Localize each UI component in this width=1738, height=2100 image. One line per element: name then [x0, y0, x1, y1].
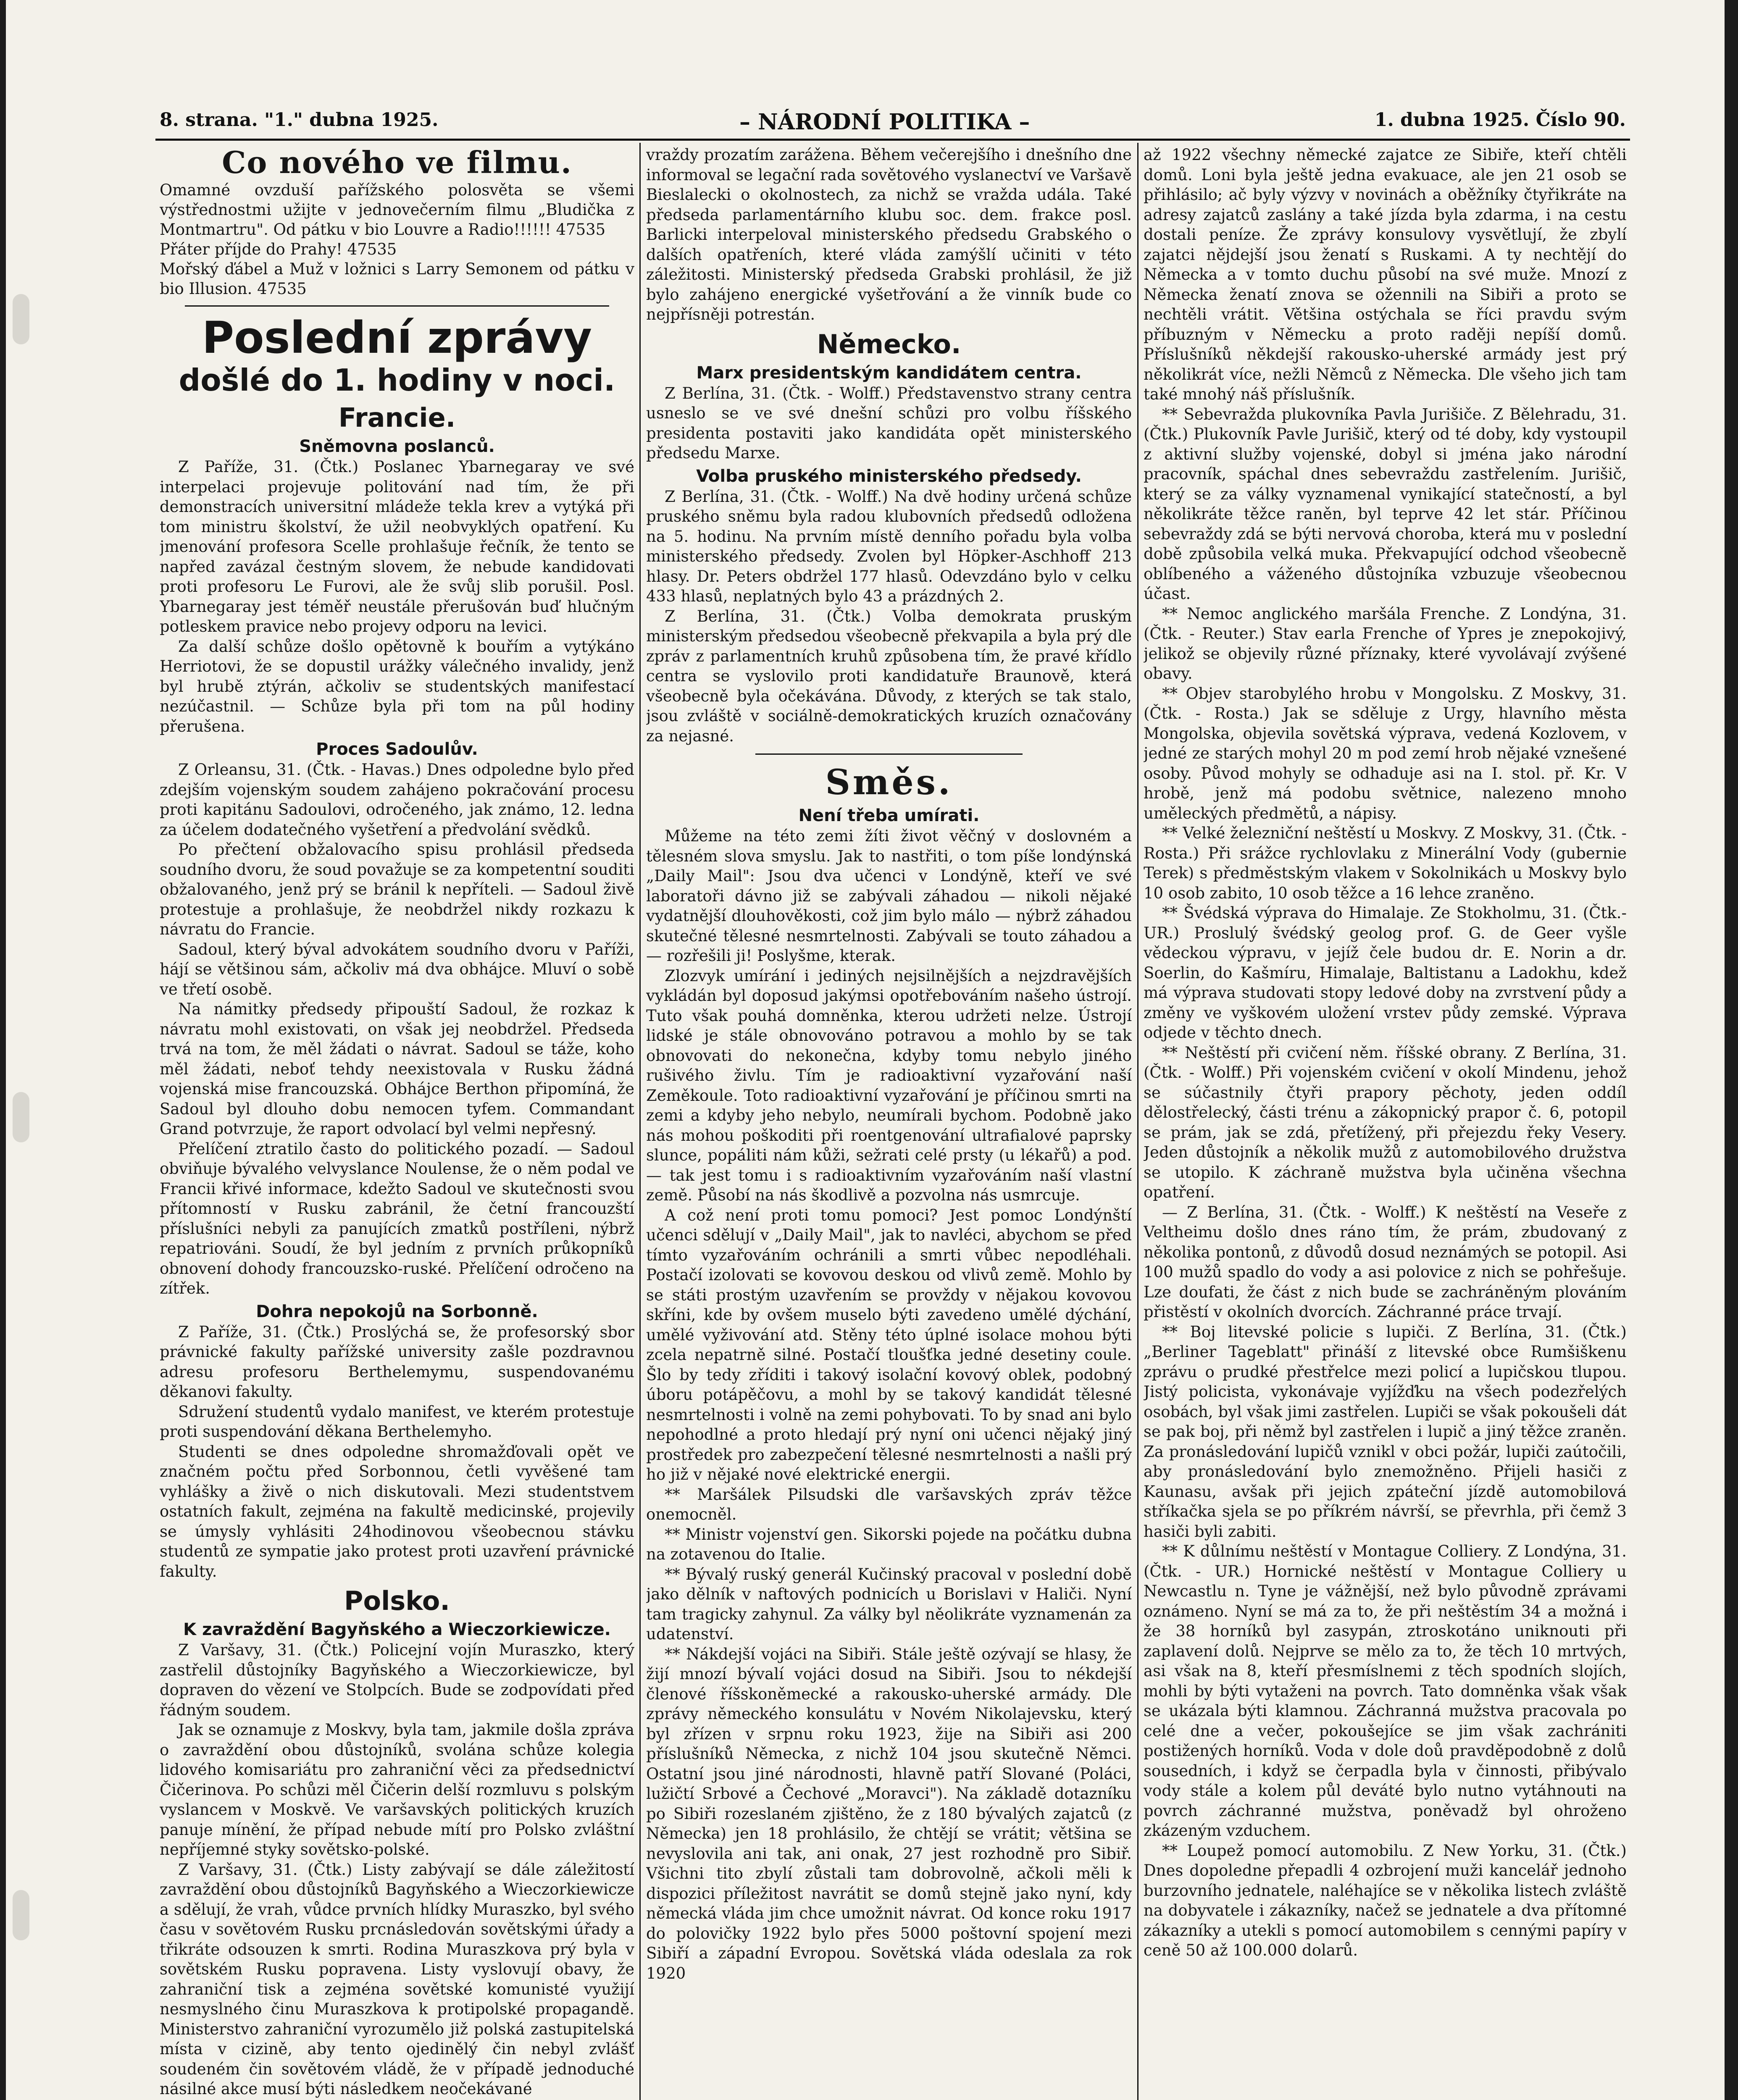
news-item: ** Nákdejší vojáci na Sibiři. Stále ještě ozývají se hlasy, že žijí mnozí bývalí vojáci dosud na Sibiři. Jsou to nékdejší členové říšskoněmecké a rakousko-uherské armády. Dle zprávy německého konsulátu v Novém Nikolajevsku, který byl zřízen v srpnu roku 1923, žije na Sibiři asi 200 příslušníků Německa, z nichž 104 jsou skutečně Němci. Ostatní jsou jiné národnosti, hlavně patří Slované (Poláci, lužičtí Srbové a Čechové „Moravci"). Na základě dotazníku po Sibiři rozeslaném zjištěno, že z 180 bývalých zajatců (z Německa) jen 18 prohlásilo, že chtějí se vrátit; většina se nevyslovila ani tak, ani onak, 27 jest rozhodně pro Sibiř. Všichni tito zbylí zůstali tam dobrovolně, ačkoli měli k dispozici příležitost navrátit se domů stejně jako nyní, kdy německá vláda jim chce umožnit návrat. Od konce roku 1917 do polovičky 1922 bylo přes 5000 poštovní spojení mezi Sibiří a západní Evropou. Sovětská vláda odeslala za rok 1920 [646, 1645, 1132, 1982]
section-title-smes: Směs. [825, 762, 953, 803]
article-paragraph: A což není proti tomu pomoci? Jest pomoc Londýnští učenci sdělují v „Daily Mail", jak to navléci, abychom se před tímto vyzařováním ochránili a smrti vůbec nepodléhali. Postačí izolovati se kovovou deskou od vlivů země. Mohlo by se státi prostým uzavřením se provždy v nějakou kovovou skříni, kde by ovšem muselo býti zavedeno umělé dýchání, umělé vyživování atd. Stěny této úplné isolace mohou býti zcela nepatrně silné. Postačí tloušťka jedné desetiny coule. Šlo by tedy zříditi i takový isolační kovový oblek, podobný úboru potápěčovu, a mohl by se takový kandidát tělesné nesmrtelnosti i volně na zemi pohybovati. To by snad ani bylo nepohodlné a proto hledají prý nyní oni učenci nějaký jiný prostředek pro zabezpečení tělesné nesmrtelnosti a našli prý ho již v nějaké nové elektrické energii. [646, 1206, 1132, 1483]
last-news-subtitle: došlé do 1. hodiny v noci. [179, 362, 615, 398]
article-paragraph: Z Varšavy, 31. (Čtk.) Policejní vojín Muraszko, který zastřelil důstojníky Bagyňského a Wieczorkiewicze, byl dopraven do vězení ve Stolpcích. Bude se zodpovídati před řádným soudem. [160, 1641, 634, 1719]
section-title-francie: Francie. [338, 402, 456, 433]
news-item: ** Nemoc anglického maršála Frenche. Z Londýna, 31. (Čtk. - Reuter.) Stav earla Frenche of Ypres je znepokojivý, jelikož se objevily různé příznaky, které vyvolávají zvýšené obavy. [1144, 604, 1627, 682]
article-title: K zavraždění Bagyňského a Wieczorkiewicze. [183, 1620, 611, 1639]
section-rule [185, 305, 609, 307]
binding-hole [13, 1890, 29, 1940]
page-header [160, 105, 1626, 139]
column-3 [1144, 145, 1627, 2100]
article-paragraph: Sdružení studentů vydalo manifest, ve kterém protestuje proti suspendování děkana Berthelemyho. [160, 1402, 634, 1441]
article-title: Marx presidentským kandidátem centra. [696, 363, 1082, 383]
article-paragraph: vraždy prozatím zarážena. Během večerejšího i dnešního dne informoval se legační rada sovětového vyslanectví ve Varšavě Bieslalecki o okolnostech, za nichž se vražda udála. Také předseda parlamentárního klubu soc. dem. frakce posl. Barlicki interpeloval ministerského předsedu Grabského o dalších opatřeních, které vláda zamýšlí učiniti v této záležitosti. Ministerský předseda Grabski prohlásil, že již bylo zahájeno energické vyšetřování a že vinník bude co nejpřísněji potrestán. [646, 146, 1132, 323]
column-divider [1137, 143, 1139, 2100]
news-item: ** K důlnímu neštěstí v Montague Colliery. Z Londýna, 31. (Čtk. - UR.) Hornické neštěstí v Montague Colliery u Newcastlu n. Tyne je vážnější, než bylo původně zprávami oznámeno. Nyní se má za to, že při neštěstím 34 a možná i že 38 horníků byl zasypán, ztroskotáno uniknouti při zaplavení dolů. Nejprve se mělo za to, že těch 10 mrtvých, asi však na 8, kteří přesmíslnemi z těch spodních slojích, mohli by býti vytaženi na povrch. Tato domněnka však však se ukázala býti klamnou. Záchranná mužstva pracovala po celé dne a večer, pokoušejíce se jim však zachrániti postižených horníků. Voda v dole doů pravděpodobně z dolů sousedních, i když se čerpadla byla v činnosti, přibývalo vody stále a kolem půl deváté bylo nutno vytáhnouti na povrch záchranné mužstva, poněvadž byl ohroženo zkázeným vzduchem. [1144, 1542, 1627, 1840]
last-news-title: Poslední zprávy [202, 312, 592, 363]
article-title: Sněmovna poslanců. [299, 437, 495, 456]
film-item: Přáter příjde do Prahy! 47535 [160, 240, 397, 258]
section-rule [755, 753, 1023, 755]
header-page-info: 8. strana. "1." dubna 1925. [160, 109, 439, 131]
film-title: Co nového ve filmu. [222, 145, 572, 180]
news-item: ** Maršálek Pilsudski dle varšavských zpráv těžce onemocněl. [646, 1485, 1132, 1523]
news-item: ** Sebevražda plukovníka Pavla Jurišiče. Z Bělehradu, 31. (Čtk.) Plukovník Pavle Jurišič, který od té doby, kdy vystoupil z aktivní služby vojenské, dobyl si jména jako národní pracovník, spáchal dnes sebevraždu zastřelením. Jurišič, který se za války vyznamenal vynikající statečností, a byl několikráte těžce raněn, byl teprve 42 let stár. Příčinou sebevraždy zdá se býti nervová choroba, která mu v poslední době způsobila velká muka. Překvapující odchod všeobecně oblíbeného a váženého důstojníka vzbuzuje všeobecnou účast. [1144, 405, 1627, 603]
article-paragraph: Jak se oznamuje z Moskvy, byla tam, jakmile došla zpráva o zavraždění obou důstojníků, svolána schůze kolegia lidového komisariátu pro zahraniční věci za předsednictví Čičerinova. Po schůzi měl Čičerin delší rozmluvu s polským vyslancem v Moskvě. Ve varšavských politických kruzích panuje mínění, že případ nebude mítí pro Polsko zvláštní nepříjemné styky sovětsko-polské. [160, 1721, 634, 1858]
film-item: Omamné ovzduší pařížského polosvěta se všemi výstřednostmi užijte v jednovečerním filmu „Bludička z Montmartru". Od pátku v bio Louvre a Radio!!!!!! 47535 [160, 181, 634, 239]
news-item: ** Objev starobylého hrobu v Mongolsku. Z Moskvy, 31. (Čtk. - Rosta.) Jak se sděluje z Urgy, hlavního města Mongolska, objevila sovětská výprava, vedená Kozlovem, v jedné ze starých mohyl 20 m pod zemí hrob nějaké vznešené osoby. Původ mohyly se odhaduje asi na I. stol. př. Kr. V hrobě, jenž má podobu světnice, nalezeno mnoho uměleckých předmětů, a nápisy. [1144, 684, 1627, 822]
binding-hole [13, 1092, 29, 1142]
article-paragraph: Na námitky předsedy připouští Sadoul, že rozkaz k návratu mohl existovati, on však jej neobdržel. Předseda trvá na tom, že měl žádati o návrat. Sadoul se táže, koho měl žádati, neboť tehdy neexistovala v Rusku žádná vojenská mise francouzská. Obhájce Berthon připomíná, že Sadoul byl dlouho dobu nemocen tyfem. Commandant Grand potvrzuje, že raport odvolací byl velmi nepřesný. [160, 1000, 634, 1138]
right-scan-edge [1725, 0, 1738, 2100]
news-item: ** Švédská výprava do Himalaje. Ze Stokholmu, 31. (Čtk.-UR.) Proslulý švédský geolog prof. G. de Geer vyšle vědeckou výpravu, v jejíž čele budou dr. E. Norin a dr. Soerlin, do Kašmíru, Himalaje, Baltistanu a Ladokhu, kdež má výprava studovati stopy ledové doby na zvrstvení půdy a změny ve vyškovém uložení vrstev půdy zemské. Výprava odjede v těchto dnech. [1144, 904, 1627, 1042]
article-paragraph: Z Orleansu, 31. (Čtk. - Havas.) Dnes odpoledne bylo před zdejším vojenským soudem zahájeno pokračování procesu proti kapitánu Sadoulovi, odročeného, jak známo, 12. ledna za účelem dodatečného vyšetření a předvolání svědků. [160, 761, 634, 839]
article-paragraph: Po přečtení obžalovacího spisu prohlásil předseda soudního dvoru, že soud považuje se za kompetentní souditi obžalovaného, jenž prý se bránil k nepříteli. — Sadoul živě protestuje a prohlašuje, že neobdržel nikdy rozkazu k návratu do Francie. [160, 840, 634, 938]
film-item: Mořský ďábel a Muž v ložnici s Larry Semonem od pátku v bio Illusion. 47535 [160, 260, 634, 298]
header-newspaper-name: – NÁRODNÍ POLITIKA – [739, 109, 1030, 135]
news-item: ** Loupež pomocí automobilu. Z New Yorku, 31. (Čtk.) Dnes dopoledne přepadli 4 ozbrojení muži kancelář jednoho burzovního jednatele, naléhajíce se v několika listech zvláště na dobyvatele i zákazníky, načež se jednatele a dva přítomné zákazníky a utekli s pomocí automobilem s cennými papíry v ceně 50 až 100.000 dolarů. [1144, 1841, 1627, 1959]
column-divider [639, 143, 641, 2100]
header-rule [155, 139, 1630, 141]
article-title: Není třeba umírati. [798, 806, 980, 825]
article-paragraph: Přelíčení ztratilo často do politického pozadí. — Sadoul obviňuje bývalého velvyslance Noulense, že o něm podal ve Francii křivé informace, kdežto Sadoul ve skutečnosti svou přítomností v Rusku zabránil, že četní francouzští příslušníci nebyli za panujících zmatků postříleni, nýbrž repatriováni. Soudí, že byl jedním z prvních průkopníků obnovení dohody francouzsko-ruské. Přelíčení odročeno na zítřek. [160, 1139, 634, 1297]
article-paragraph: Můžeme na této zemi žíti život věčný v doslovném a tělesném slova smyslu. Jak to nastřiti, o tom píše londýnská „Daily Mail": Jsou dva učenci v Londýně, kteří ve své laboratoři dávno již se zabývali záhadou — nikoli nějaké vydatnější dlouhověkosti, což jim bylo málo — nýbrž záhadou skutečné tělesné nesmrtelnosti. Zabývali se touto záhadou a — rozřešili ji! Poslyšme, kterak. [646, 827, 1132, 965]
left-scan-edge [0, 0, 6, 2100]
article-paragraph: Z Varšavy, 31. (Čtk.) Listy zabývají se dále záležitostí zavraždění obou důstojníků Bagyňského a Wieczorkiewicze a sdělují, že vrah, vůdce prvních hlídky Muraszko, byl svého času v sovětovém Rusku prcnásledován sovětskými úřady a třikráte odsouzen k smrti. Rodina Muraszkova prý byla v sovětském Rusku popravena. Listy vyslovují obavy, že zahraniční tisk a zejména sovětské komunisté využijí nesmyslného činu Muraszkova k protipolské propagandě. Ministerstvo zahraniční vyrozumělo již polská zastupitelská místa v cizině, aby tento ojedinělý čin nebyl zvlášť soudeném čin sovětovém vládě, že v případě jednoduché násilné akce musí býti následkem neočekávané [160, 1860, 634, 2098]
article-paragraph: až 1922 všechny německé zajatce ze Sibiře, kteří chtěli domů. Loni byla ještě jedna evakuace, ale jen 21 osob se přihlásilo; ač byly výzvy v novinách a oběžníky čtyřikráte na adresy zajatců zaslány a také jízda byla zdarma, i na cestu dostali peníze. Že zprávy konsulovy vysvětlují, že zbylí zajatci nějdejší jsou ženatí s Ruskami. A ty nechtějí do Německa a v tomto duchu působí na své muže. Mnozí z Německa ženatí znova se ožennili na Sibiři a proto se nechtěli vrátit. Většina ostýchala se říci pravdu svým příbuzným v Německu a proto raději nepíší domů. Příslušníků někdejší rakousko-uherské armády jest prý několikrát více, nežli Němců z Německa. Dle všeho jich tam také mnohý náš příslušník. [1144, 146, 1627, 403]
binding-hole [13, 294, 29, 344]
article-paragraph: Za další schůze došlo opětovně k bouřím a vytýkáno Herriotovi, že se dopustil urážky válečného invalidy, jenž byl hrubě ztýrán, ačkoliv se studentských manifestací nezúčastnil. — Schůze byla při tom na půl hodiny přerušena. [160, 637, 634, 735]
news-item: ** Velké železniční neštěstí u Moskvy. Z Moskvy, 31. (Čtk. - Rosta.) Při srážce rychlovlaku z Minerální Vody (gubernie Terek) s předměstským vlakem v Sokolnikách u Moskvy bylo 10 osob zabito, 10 osob těžce a 16 lehce zraněno. [1144, 824, 1627, 902]
article-paragraph: Z Berlína, 31. (Čtk.) Volba demokrata pruským ministerským předsedou všeobecně překvapila a byla prý dle zpráv z parlamentních kruhů způsobena tím, že pravé křídlo centra se vyslovilo proti kandidatuře Braunově, která všeobecně byla očekávána. Důvody, z kterých se tak stalo, jsou zvláště v sociálně-demokratických kruzích označovány za nejasné. [646, 607, 1132, 745]
section-title-nemecko: Německo. [817, 328, 961, 360]
news-item: ** Ministr vojenství gen. Sikorski pojede na počátku dubna na zotavenou do Italie. [646, 1525, 1132, 1563]
article-title: Volba pruského ministerského předsedy. [696, 466, 1082, 486]
news-item: — Z Berlína, 31. (Čtk. - Wolff.) K neštěstí na Veseře z Veltheimu došlo dnes ráno tím, že prám, zbudovaný z několika pontonů, z důvodů dosud neznámých se potopil. Asi 100 mužů spadlo do vody a asi polovice z nich se pohřešuje. Lze doufati, že část z nich bude se zachráněným plováním přistěstí v okolních dvorcích. Záchranné práce trvají. [1144, 1203, 1627, 1321]
news-item: ** Bývalý ruský generál Kučinský pracoval v poslední době jako dělník v naftových podnicích u Borislavi v Haliči. Nyní tam tragicky zahynul. Za války byl něolikráte vyznamenán za udatenství. [646, 1565, 1132, 1643]
news-item: ** Boj litevské policie s lupiči. Z Berlína, 31. (Čtk.) „Berliner Tageblatt" přináší z litevské obce Rumšiškenu zprávu o prudké přestřelce mezi policí a lupičskou tlupou. Jistý policista, vykonávaje vyjížďku na všech podezřelých osobách, byl však jimi zastřelen. Lupiči se však pokoušeli dát se pak boj, při němž byl zastřelen i lupič a jiný těžce zraněn. Za pronásledování lupičů vznikl v obci požár, lupiči zaútočili, aby pronásledování bylo znemožněno. Přijeli hasiči z Kaunasu, avšak při jejich zpáteční jízdě automobilová stříkačka sjela se po příkrém návrší, se převrhla, při čemž 3 hasiči byli zabiti. [1144, 1323, 1627, 1541]
column-1 [160, 145, 634, 2100]
article-paragraph: Studenti se dnes odpoledne shromažďovali opět ve značném počtu před Sorbonnou, četli vyvěšené tam vyhlášky a živě o nich diskutovali. Mezi studentstvem ostatních fakult, zejména na fakultě medicinské, projevily se úmysly vyhlásiti 24hodinovou všeobecnou stávku studentů ze sympatie jako protest proti uzavření právnické fakulty. [160, 1442, 634, 1580]
article-paragraph: Z Paříže, 31. (Čtk.) Poslanec Ybarnegaray ve své interpelaci projevuje politování nad tím, že při demonstracích universitní mládeže tekla krev a vytýká při tom ministru školství, že užil neobvyklých opatření. Ku jmenování profesora Scelle prohlašuje řečník, že tento se napřed zavázal čestným slovem, že nebude kandidovati proti profesoru Le Furovi, ale že svůj slib porušil. Posl. Ybarnegaray jest téměř neustále přerušován buď hlučným potleskem pravice nebo projevy odporu na levici. [160, 458, 634, 635]
header-date-issue: 1. dubna 1925. Číslo 90. [1374, 109, 1626, 131]
article-title: Proces Sadoulův. [316, 740, 478, 759]
film-box [160, 145, 634, 299]
article-paragraph: Zlozvyk umírání i jediných nejsilnějších a nejzdravějších vykládán byl doposud jakýmsi opotřebováním našeho ústrojí. Tuto však pouhá domněnka, kterou udržeti nelze. Ústrojí lidské je stále obnovováno potravou a mohlo by se tak obnovovati do nekonečna, kdyby tomu nebylo jiného rušivého živlu. Tím je radioaktivní vyzařování naší Zeměkoule. Toto radioaktivní vyzařování je příčinou smrti na zemi a kdyby jeho nebylo, neumírali bychom. Podobně jako nás mohou poškoditi při roentgenování ultrafialové paprsky slunce, popáliti nám kůži, sežrati celé prsty (u lékařů) a pod. — tak jest tomu i s radioaktivním vyzařováním naší vlastní země. Působí na nás škodlivě a pozvolna nás usmrcuje. [646, 966, 1132, 1204]
column-2 [646, 145, 1132, 2100]
article-paragraph: Z Berlína, 31. (Čtk. - Wolff.) Představenstvo strany centra usneslo se ve své dnešní schůzi pro volbu říšského presidenta postaviti jako kandidáta opět ministerského předsedu Marxe. [646, 384, 1132, 462]
article-paragraph: Z Berlína, 31. (Čtk. - Wolff.) Na dvě hodiny určená schůze pruského sněmu byla radou klubovních předsedů odložena na 5. hodinu. Na prvním místě denního pořadu byla volba ministerského předsedy. Zvolen byl Höpker-Aschhoff 213 hlasy. Dr. Peters obdržel 177 hlasů. Odevzdáno bylo v celku 433 hlasů, neplatných bylo 43 a prázdných 2. [646, 487, 1132, 605]
article-paragraph: Sadoul, který býval advokátem soudního dvoru v Paříži, hájí se většinou sám, ačkoliv má dva obhájce. Mluví o sobě ve třetí osobě. [160, 940, 634, 998]
section-title-polsko: Polsko. [344, 1586, 450, 1616]
article-paragraph: Z Paříže, 31. (Čtk.) Proslýchá se, že profesorský sbor právnické fakulty pařížské university zašle pozdravnou adresu profesoru Berthelemymu, suspendovanému děkanovi fakulty. [160, 1323, 634, 1401]
news-item: ** Neštěstí při cvičení něm. říšské obrany. Z Berlína, 31. (Čtk. - Wolff.) Při vojenském cvičení v okolí Mindenu, jehož se súčastnily čtyři prapory pěchoty, jeden oddíl dělostřelecký, části trénu a zákopnický prapor č. 6, potopil se prám, jak se zdá, přetížený, při přejezdu řeky Vesery. Jeden důstojník a několik mužů z automobilového družstva se utopilo. K záchraně mužstva byla učiněna všechna opatření. [1144, 1043, 1627, 1201]
article-title: Dohra nepokojů na Sorbonně. [256, 1302, 538, 1321]
